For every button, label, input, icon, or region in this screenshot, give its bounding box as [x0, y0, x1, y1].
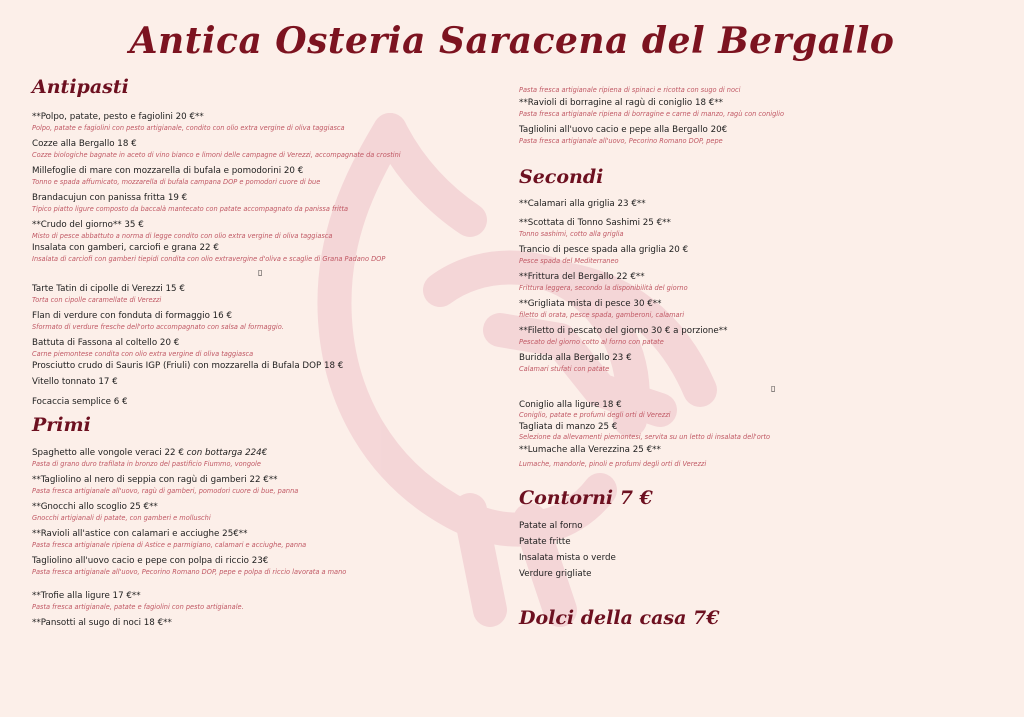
- dish-description: Lumache, mandorle, pinoli e profumi degli orti di Verezzi: [519, 460, 707, 468]
- dish-name: Tarte Tatin di cipolle di Verezzi 15 €: [32, 284, 185, 294]
- contorni-heading: Contorni 7 €: [519, 487, 653, 509]
- side-dish: Insalata mista o verde: [519, 553, 616, 563]
- menu-item: [32, 193, 472, 214]
- dolci-heading: Dolci della casa 7€: [519, 607, 720, 629]
- menu-item: [32, 529, 472, 550]
- dish-description: Torta con cipolle caramellate di Verezzi: [32, 296, 162, 304]
- dish-name: Cozze alla Bergallo 18 €: [32, 139, 137, 149]
- dish-name: Insalata con gamberi, carciofi e grana 22 €: [32, 243, 219, 253]
- dish-description: Gnocchi artigianali di patate, con gamberi e molluschi: [32, 514, 211, 522]
- side-dish: Patate al forno: [519, 521, 583, 531]
- dish-name: Coniglio alla ligure 18 €: [519, 400, 622, 410]
- dish-description: Pasta fresca artigianale ripiena di Astice e parmigiano, calamari e acciughe, panna: [32, 541, 307, 549]
- dish-description: Pasta fresca artigianale all'uovo, ragù di gamberi, pomodori cuore di bue, panna: [32, 487, 299, 495]
- left-column: [32, 74, 472, 629]
- dish-name: Millefoglie di mare con mozzarella di bufala e pomodorini 20 €: [32, 166, 304, 176]
- placeholder-glyph: ▯: [258, 268, 263, 277]
- dish-description: Pasta fresca artigianale ripiena di borragine e carne di manzo, ragù con coniglio: [519, 110, 784, 118]
- primi-heading: Primi: [32, 414, 91, 436]
- dish-description: Tonno e spada affumicato, mozzarella di bufala campana DOP e pomodori cuore di bue: [32, 178, 321, 186]
- dish-description: Misto di pesce abbattuto a norma di legge condito con olio extra vergine di oliva taggiasca: [32, 232, 333, 240]
- dish-name: Tagliolini all'uovo cacio e pepe alla Bergallo 20€: [519, 125, 728, 135]
- page-title: Antica Osteria Saracena del Bergallo: [129, 20, 895, 62]
- dish-description: Sformato di verdure fresche dell'orto accompagnato con salsa al formaggio.: [32, 323, 284, 331]
- dish-description: Calamari stufati con patate: [519, 365, 610, 373]
- menu-item: [519, 445, 989, 469]
- dish-name: **Polpo, patate, pesto e fagiolini 20 €**: [32, 112, 204, 122]
- menu-item: [32, 112, 472, 133]
- right-column: [519, 86, 989, 631]
- menu-item: [32, 284, 472, 305]
- menu-item: [519, 353, 989, 374]
- dish-name: Trancio di pesce spada alla griglia 20 €: [519, 245, 689, 255]
- dish-extra: con bottarga 224€: [186, 448, 268, 458]
- dish-description: filetto di orata, pesce spada, gamberoni, calamari: [519, 311, 685, 319]
- menu-item: [32, 475, 472, 496]
- dish-name: **Trofie alla ligure 17 €**: [32, 591, 141, 601]
- menu-item: [32, 591, 472, 612]
- antipasti-heading: Antipasti: [32, 76, 129, 98]
- dish-name: **Filetto di pescato del giorno 30 € a porzione**: [519, 326, 728, 336]
- dish-name: **Tagliolino al nero di seppia con ragù di gamberi 22 €**: [32, 475, 278, 485]
- menu-item: [32, 243, 472, 264]
- dish-description: Carne piemontese condita con olio extra vergine di oliva taggiasca: [32, 350, 254, 358]
- menu-item: [32, 556, 472, 577]
- dish-name: Tagliolino all'uovo cacio e pepe con polpa di riccio 23€: [32, 556, 269, 566]
- dish-description: Polpo, patate e fagiolini con pesto artigianale, condito con olio extra vergine di oliva taggiasca: [32, 124, 345, 132]
- dish-description: Tipico piatto ligure composto da baccalà mantecato con patate accompagnato da panissa fritta: [32, 205, 349, 213]
- dish-name: **Frittura del Bergallo 22 €**: [519, 272, 645, 282]
- dish-description: Pesce spada del Mediterraneo: [519, 257, 619, 265]
- dish-name: **Ravioli all'astice con calamari e acciughe 25€**: [32, 529, 248, 539]
- menu-item: [519, 326, 989, 347]
- dish-description: Selezione da allevamenti piemontesi, servita su un letto di insalata dell'orto: [519, 433, 771, 441]
- dish-description: Pasta fresca artigianale, patate e fagiolini con pesto artigianale.: [32, 603, 244, 611]
- menu-item: [32, 166, 472, 187]
- dish-name: Battuta di Fassona al coltello 20 €: [32, 338, 180, 348]
- menu-item: [519, 422, 989, 442]
- dish-name: Brandacujun con panissa fritta 19 €: [32, 193, 188, 203]
- side-dish: Patate fritte: [519, 537, 571, 547]
- menu-item: [519, 245, 989, 266]
- menu-item: [519, 400, 989, 420]
- dish-name: **Scottata di Tonno Sashimi 25 €**: [519, 218, 671, 228]
- dish-name: [32, 448, 472, 459]
- dish-name: **Gnocchi allo scoglio 25 €**: [32, 502, 158, 512]
- dish-name: Vitello tonnato 17 €: [32, 377, 118, 387]
- dish-description: Pasta fresca artigianale all'uovo, Pecorino Romano DOP, pepe: [519, 137, 723, 145]
- menu-item: [32, 139, 472, 160]
- menu-item: [519, 272, 989, 293]
- dish-description: Pescato del giorno cotto al forno con patate: [519, 338, 664, 346]
- dish-description: Tonno sashimi, cotto alla griglia: [519, 230, 624, 238]
- menu-item: [519, 218, 989, 239]
- menu-item: [32, 338, 472, 359]
- dish-description: Coniglio, patate e profumi degli orti di Verezzi: [519, 411, 671, 419]
- dish-name-main: Spaghetto alle vongole veraci 22 €: [32, 448, 187, 458]
- dish-description: Pasta fresca artigianale all'uovo, Pecorino Romano DOP, pepe e polpa di riccio lavorata a mano: [32, 568, 347, 576]
- dish-name: Tagliata di manzo 25 €: [519, 422, 618, 432]
- dish-name: Focaccia semplice 6 €: [32, 397, 128, 407]
- menu-item: [32, 448, 472, 469]
- dish-name: Flan di verdure con fonduta di formaggio 16 €: [32, 311, 232, 321]
- dish-description: Frittura leggera, secondo la disponibilità del giorno: [519, 284, 688, 292]
- dish-description: Pasta fresca artigianale ripiena di spinaci e ricotta con sugo di noci: [519, 86, 741, 94]
- menu-item: [32, 220, 472, 241]
- dish-name: **Grigliata mista di pesce 30 €**: [519, 299, 662, 309]
- menu-item: [519, 98, 989, 119]
- dish-name: Buridda alla Bergallo 23 €: [519, 353, 632, 363]
- dish-name: **Ravioli di borragine al ragù di coniglio 18 €**: [519, 98, 724, 108]
- menu-item: [519, 299, 989, 320]
- dish-description: Insalata di carciofi con gamberi tiepidi condita con olio extravergine d'oliva e scaglie di Grana Padano DOP: [32, 255, 386, 263]
- menu-item: [519, 125, 989, 146]
- dish-name: **Lumache alla Verezzina 25 €**: [519, 445, 661, 455]
- dish-name: **Pansotti al sugo di noci 18 €**: [32, 618, 172, 628]
- side-dish: Verdure grigliate: [519, 569, 592, 579]
- dish-description: Cozze biologiche bagnate in aceto di vino bianco e limoni delle campagne di Verezzi, accompagnate da crostini: [32, 151, 401, 159]
- menu-item: [32, 502, 472, 523]
- menu-item: [32, 311, 472, 332]
- dish-name: Prosciutto crudo di Sauris IGP (Friuli) con mozzarella di Bufala DOP 18 €: [32, 361, 344, 371]
- placeholder-glyph: ▯: [771, 384, 776, 393]
- secondi-heading: Secondi: [519, 166, 604, 188]
- dish-description: Pasta di grano duro trafilata in bronzo del pastificio Fiummo, vongole: [32, 460, 261, 468]
- dish-name: **Calamari alla griglia 23 €**: [519, 199, 646, 209]
- dish-name: **Crudo del giorno** 35 €: [32, 220, 144, 230]
